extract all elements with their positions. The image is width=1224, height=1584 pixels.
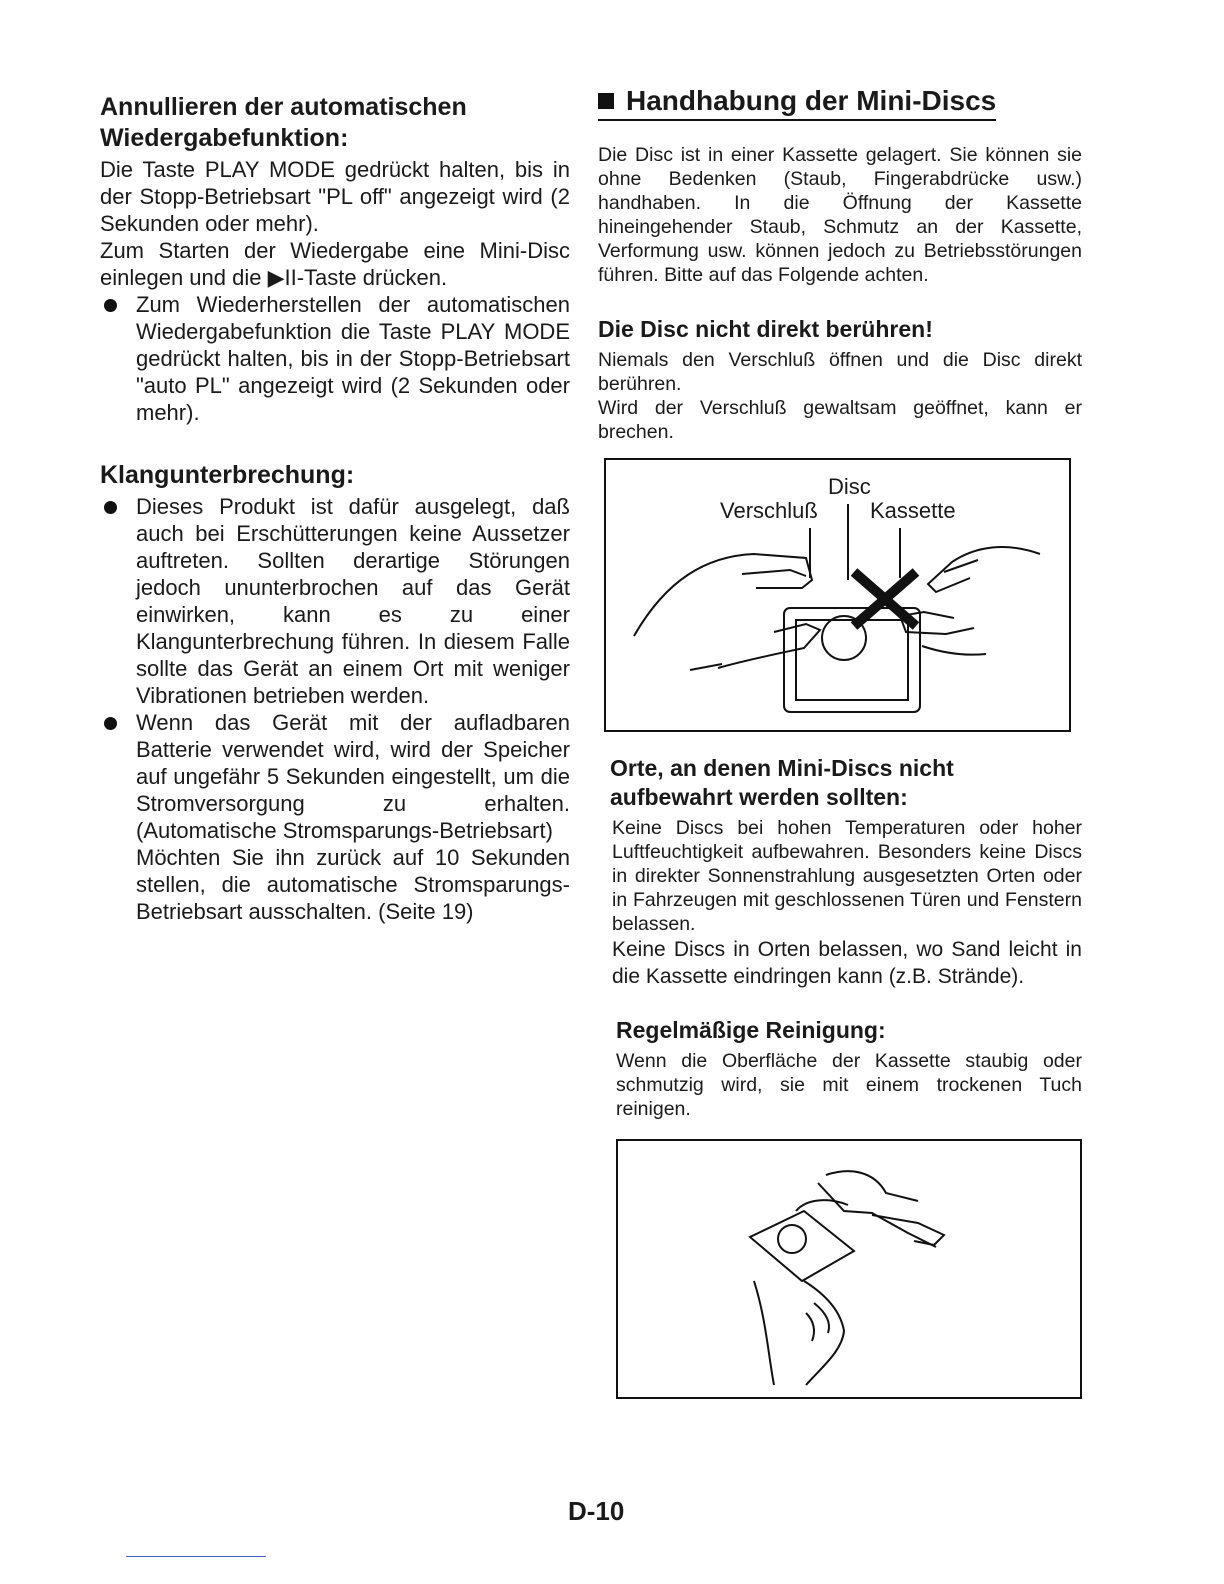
heading-line-2: aufbewahrt werden sollten: bbox=[610, 784, 908, 810]
paragraph: Keine Discs in Orten belassen, wo Sand leicht in die Kassette eindringen kann (z.B. Strände). bbox=[612, 938, 1082, 988]
hands-opening-shutter-illustration bbox=[606, 460, 1069, 730]
square-bullet-icon bbox=[598, 93, 614, 109]
bullet-text: Zum Wiederherstellen der automatischen Wiedergabefunktion die Taste PLAY MODE gedrückt halten, bis in der Stopp-Betriebsart "auto PL" angezeigt wird (2 Sekunden oder mehr). bbox=[136, 292, 570, 425]
hand-wiping-cassette-illustration bbox=[618, 1141, 1080, 1397]
bullet-dot-icon bbox=[104, 501, 117, 514]
intro-paragraph: Die Disc ist in einer Kassette gelagert. Sie können sie ohne Bedenken (Staub, Fingerabdrücke usw.) handhaben. In die Öffnung der Kassette hineingehender Staub, Schmutz an der Kassette, Verformung usw. können jedoch zu Betriebsstörungen führen. Bitte auf das Folgende achten. bbox=[598, 144, 1082, 286]
bullet-item bbox=[100, 291, 570, 426]
right-column bbox=[598, 84, 1082, 1399]
bullet-text-continued: Möchten Sie ihn zurück auf 10 Sekunden stellen, die automatische Stromsparungs-Betriebsart ausschalten. (Seite 19) bbox=[136, 845, 570, 924]
label-shutter: Verschluß bbox=[720, 498, 818, 523]
left-column bbox=[100, 92, 570, 925]
paragraph: Niemals den Verschluß öffnen und die Disc direkt berühren. bbox=[598, 349, 1082, 395]
paragraph: Wenn die Oberfläche der Kassette staubig oder schmutzig wird, sie mit einem trockenen Tuch reinigen. bbox=[616, 1050, 1082, 1120]
paragraph: Wird der Verschluß gewaltsam geöffnet, kann er brechen. bbox=[598, 397, 1082, 443]
section-title bbox=[598, 84, 996, 121]
figure-cleaning bbox=[616, 1139, 1082, 1399]
paragraph: Zum Starten der Wiedergabe eine Mini-Disc einlegen und die ▶II-Taste drücken. bbox=[100, 238, 570, 290]
label-cassette: Kassette bbox=[870, 498, 956, 523]
bullet-dot-icon bbox=[104, 299, 117, 312]
section-title-text: Handhabung der Mini-Discs bbox=[626, 85, 997, 116]
label-disc: Disc bbox=[828, 474, 871, 499]
figure-shutter-warning bbox=[604, 458, 1071, 732]
page-number: D-10 bbox=[568, 1496, 625, 1526]
bullet-item bbox=[100, 709, 570, 925]
bullet-text: Dieses Produkt ist dafür ausgelegt, daß auch bei Erschütterungen keine Aussetzer auftreten. Sollten derartige Störungen jedoch ununterbrochen auf das Gerät einwirken, kann es zu einer Klangunterbrechung führen. In diesem Falle sollte das Gerät an einem Ort mit weniger Vibrationen betrieben werden. bbox=[136, 494, 570, 708]
heading-line-1: Annullieren der automatischen bbox=[100, 93, 467, 121]
heading-line-1: Orte, an denen Mini-Discs nicht bbox=[610, 755, 954, 781]
x-mark-icon bbox=[854, 572, 916, 626]
footer-divider bbox=[126, 1556, 266, 1557]
bullet-item bbox=[100, 493, 570, 709]
heading-regular-cleaning: Regelmäßige Reinigung: bbox=[616, 1017, 886, 1043]
bullet-text: Wenn das Gerät mit der aufladbaren Batterie verwendet wird, wird der Speicher auf ungefähr 5 Sekunden eingestellt, um die Stromversorgung zu erhalten. (Automatische Stromsparungs-Betriebsart) bbox=[136, 710, 570, 843]
heading-do-not-touch: Die Disc nicht direkt berühren! bbox=[598, 316, 933, 342]
paragraph: Keine Discs bei hohen Temperaturen oder hoher Luftfeuchtigkeit aufbewahren. Besonders keine Discs in direkter Sonnenstrahlung ausgesetzten Orten oder in Fahrzeugen mit geschlossenen Türen und Fenstern belassen. bbox=[612, 817, 1082, 935]
heading-line-2: Wiedergabefunktion: bbox=[100, 124, 349, 152]
paragraph: Die Taste PLAY MODE gedrückt halten, bis in der Stopp-Betriebsart "PL off" angezeigt wird (2 Sekunden oder mehr). bbox=[100, 157, 570, 236]
heading-cancel-auto-play bbox=[100, 92, 570, 154]
heading-storage-places bbox=[610, 754, 1082, 812]
heading-sound-interruption: Klangunterbrechung: bbox=[100, 461, 355, 489]
bullet-dot-icon bbox=[104, 717, 117, 730]
